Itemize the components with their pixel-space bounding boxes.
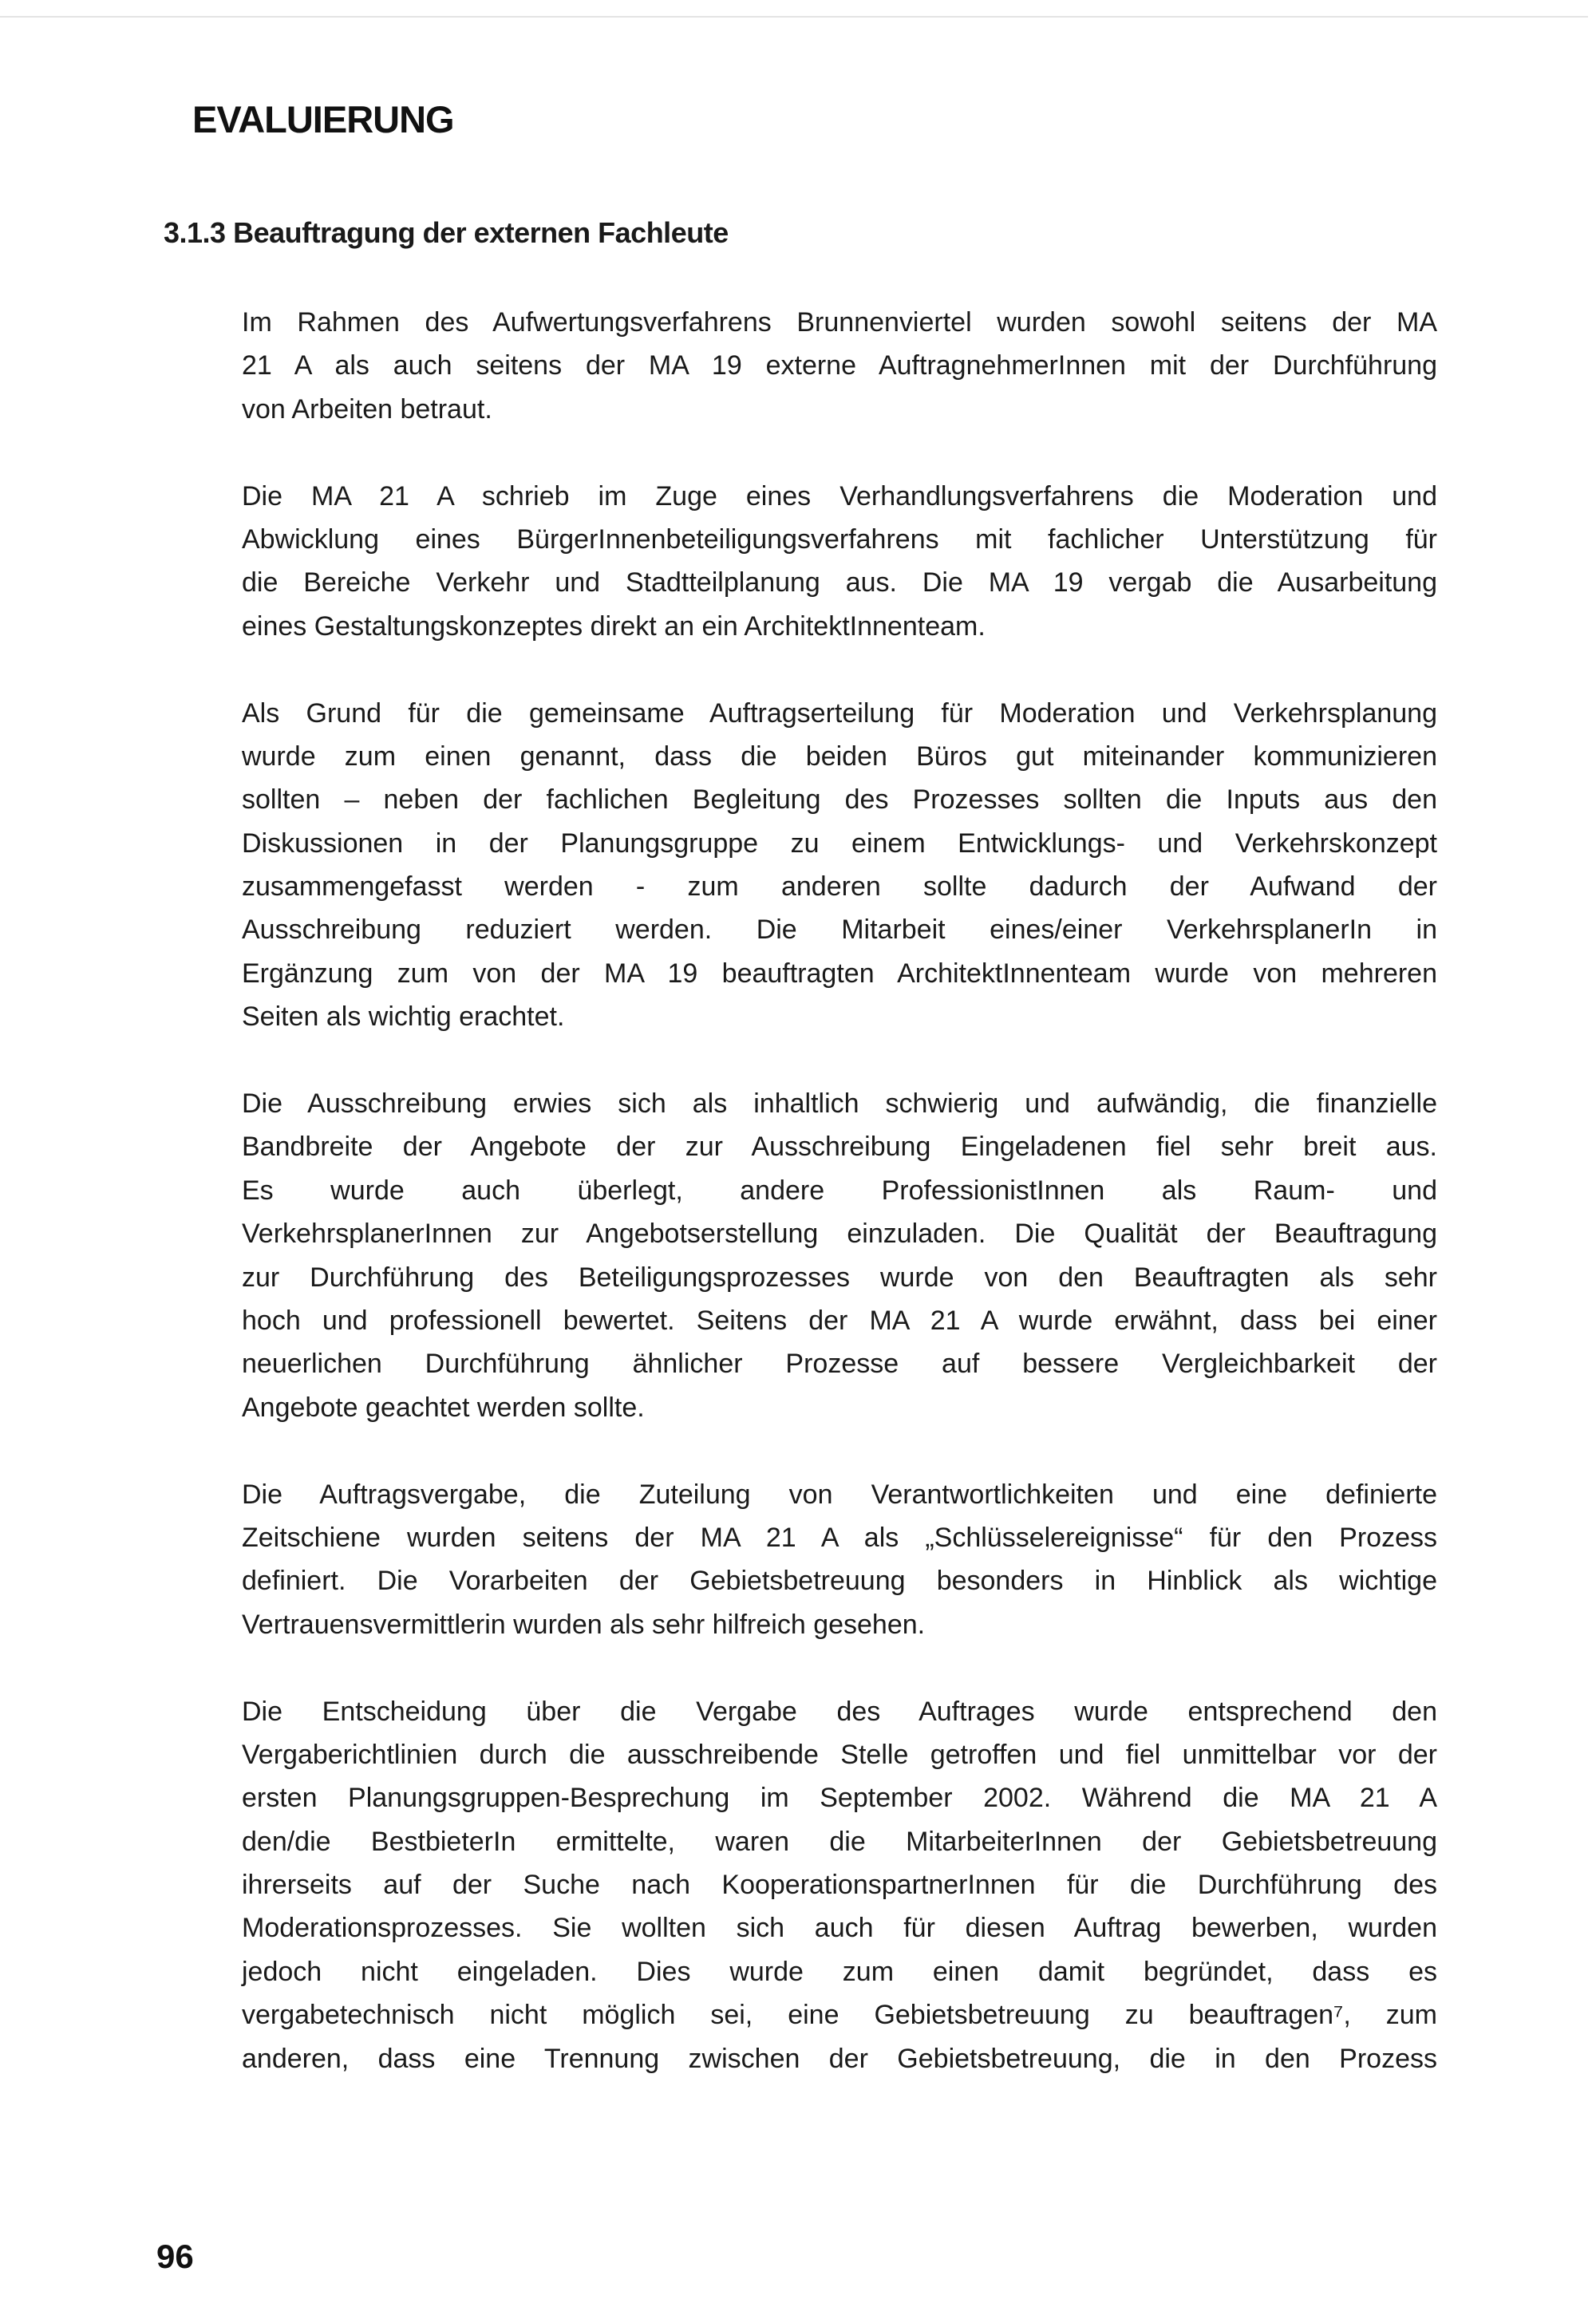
- section-heading: 3.1.3 Beauftragung der externen Fachleute: [164, 216, 729, 249]
- text-line: Moderationsprozesses. Sie wollten sich auch für diesen Auftrag bewerben, wurden: [242, 1913, 1437, 1944]
- text-line: Die Entscheidung über die Vergabe des Auftrages wurde entsprechend den: [242, 1696, 1437, 1727]
- text-line: die Bereiche Verkehr und Stadtteilplanung aus. Die MA 19 vergab die Ausarbeitung: [242, 567, 1437, 598]
- text-line: Im Rahmen des Aufwertungsverfahrens Brunnenviertel wurden sowohl seitens der MA: [242, 307, 1437, 338]
- text-line: VerkehrsplanerInnen zur Angebotserstellung einzuladen. Die Qualität der Beauftragung: [242, 1219, 1437, 1250]
- text-line: zur Durchführung des Beteiligungsprozesses wurde von den Beauftragten als sehr: [242, 1262, 1437, 1293]
- text-line: ersten Planungsgruppen-Besprechung im September 2002. Während die MA 21 A: [242, 1783, 1437, 1814]
- text-line: wurde zum einen genannt, dass die beiden Büros gut miteinander kommunizieren: [242, 741, 1437, 772]
- body-text: [242, 301, 1437, 2123]
- paragraph: [242, 1082, 1437, 1429]
- text-line: den/die BestbieterIn ermittelte, waren die MitarbeiterInnen der Gebietsbetreuung: [242, 1826, 1437, 1857]
- text-line: von Arbeiten betraut.: [242, 393, 492, 425]
- text-line: neuerlichen Durchführung ähnlicher Prozesse auf bessere Vergleichbarkeit der: [242, 1349, 1437, 1380]
- text-line: anderen, dass eine Trennung zwischen der Gebietsbetreuung, die in den Prozess: [242, 2043, 1437, 2074]
- text-line: Die MA 21 A schrieb im Zuge eines Verhandlungsverfahrens die Moderation und: [242, 480, 1437, 512]
- text-line: Zeitschiene wurden seitens der MA 21 A als „Schlüsselereignisse“ für den Prozess: [242, 1522, 1437, 1553]
- text-line: 21 A als auch seitens der MA 19 externe AuftragnehmerInnen mit der Durchführung: [242, 350, 1437, 381]
- text-line: zusammengefasst werden - zum anderen sollte dadurch der Aufwand der: [242, 871, 1437, 903]
- text-line: hoch und professionell bewertet. Seitens der MA 21 A wurde erwähnt, dass bei einer: [242, 1305, 1437, 1336]
- text-line: Ausschreibung reduziert werden. Die Mitarbeit eines/einer VerkehrsplanerIn in: [242, 914, 1437, 946]
- paragraph: [242, 1690, 1437, 2081]
- page-number: 96: [156, 2238, 194, 2275]
- text-line: Die Auftragsvergabe, die Zuteilung von Verantwortlichkeiten und eine definierte: [242, 1479, 1437, 1510]
- paragraph: [242, 692, 1437, 1039]
- text-line: Diskussionen in der Planungsgruppe zu einem Entwicklungs- und Verkehrskonzept: [242, 828, 1437, 859]
- text-line: Abwicklung eines BürgerInnenbeteiligungsverfahrens mit fachlicher Unterstützung für: [242, 523, 1437, 555]
- text-line: Vertrauensvermittlerin wurden als sehr hilfreich gesehen.: [242, 1609, 926, 1640]
- scan-edge-line: [0, 16, 1588, 18]
- text-line: Bandbreite der Angebote der zur Ausschreibung Eingeladenen fiel sehr breit aus.: [242, 1132, 1437, 1163]
- text-line: definiert. Die Vorarbeiten der Gebietsbetreuung besonders in Hinblick als wichtige: [242, 1566, 1437, 1597]
- text-line: Als Grund für die gemeinsame Auftragserteilung für Moderation und Verkehrsplanung: [242, 697, 1437, 729]
- text-line: ihrerseits auf der Suche nach KooperationspartnerInnen für die Durchführung des: [242, 1870, 1437, 1901]
- text-line: vergabetechnisch nicht möglich sei, eine Gebietsbetreuung zu beauftragen⁷, zum: [242, 2000, 1437, 2031]
- text-line: Seiten als wichtig erachtet.: [242, 1001, 565, 1033]
- text-line: sollten – neben der fachlichen Begleitung des Prozesses sollten die Inputs aus den: [242, 784, 1437, 816]
- paragraph: [242, 301, 1437, 431]
- paragraph: [242, 475, 1437, 649]
- text-line: Vergaberichtlinien durch die ausschreibende Stelle getroffen und fiel unmittelbar vor der: [242, 1739, 1437, 1770]
- text-line: Es wurde auch überlegt, andere ProfessionistInnen als Raum- und: [242, 1175, 1437, 1206]
- text-line: jedoch nicht eingeladen. Dies wurde zum einen damit begründet, dass es: [242, 1956, 1437, 1987]
- text-line: Die Ausschreibung erwies sich als inhaltlich schwierig und aufwändig, die finanzielle: [242, 1088, 1437, 1120]
- chapter-heading: EVALUIERUNG: [192, 98, 454, 140]
- text-line: Ergänzung zum von der MA 19 beauftragten ArchitektInnenteam wurde von mehreren: [242, 958, 1437, 989]
- paragraph: [242, 1473, 1437, 1647]
- text-line: eines Gestaltungskonzeptes direkt an ein ArchitektInnenteam.: [242, 610, 986, 642]
- text-line: Angebote geachtet werden sollte.: [242, 1392, 645, 1423]
